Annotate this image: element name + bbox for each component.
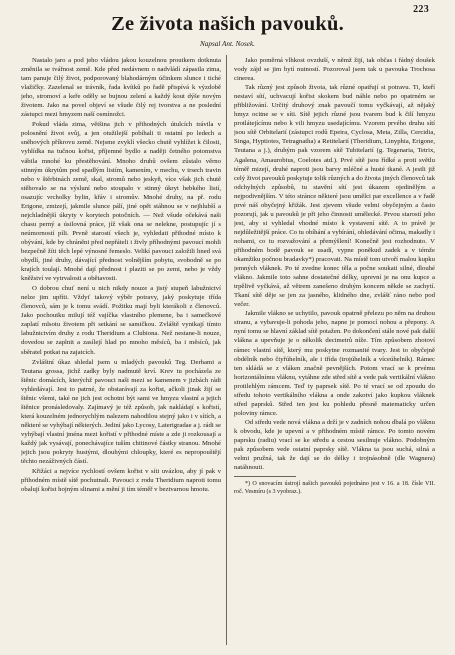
article-title: Ze života našich pavouků. bbox=[111, 13, 344, 35]
paragraph: Jako poměrná vlhkost ovzduší, v němž žijí, tak občas i řádný doušek vody zájd se jim bytí nutností. Pozoroval jsem tak u pavouka Trochosa cinerea. bbox=[234, 57, 435, 83]
paragraph: Nastalo jaro a pod jeho vládou jakou kouzelnou proutkem dotknuta změnila se tvářnost země. Kde před nedávnem o nadvládí zápasila zima, tam panuje čilý život, podporovaný blahodárným účinkem slunce i tiché vlažičky. Zazelenal se trávník, řada kvítků po řadě přispívá k výzdobě jeho, stromoví a keře oděly se bujnou zelení a každý kout dýše novým životem. Jako na povel objeví se všude čilý rej tvorstva a ne poslední zástupci mezi hmyzem naší osmínožci. bbox=[21, 57, 221, 119]
paragraph: Tak různý jest způsob života, tak různé opatřují si potravu. Ti, kteří nestaví sítí, uchvacují kořist skokem bud náhle nebo po opatrném se přibližování. Určitý druhový znak pavoučí tomu vyčkávají, až nějaký hmyz ocitne se v síti. Sítě jejich různé jsou tvarem bud k čilí hmyzu protlátejícímu nebo k vili hmyzu usedajícímu. Vzorem prvého druhu sítí jsou sítě Orbitelarií (zástupci rodů Epeira, Cyclosa, Meta, Zilla, Cercidia, Singa, Hyptiotes, Tetragnatha) a Retitelarií (Theridium, Linyphia, Erigone, Teutana a j.), druhým pak vzorem sítě Tubitelarií (g. Tegenaria, Tetrix, Agalena, Amaurobius, Coelotes atd.). Prvé sítě jsou řídké a proti světlu téměř mizejí, druhé naproti jsou barvy mléčné a husté tkané. A jestli již celý život pavouků poskytuje tolik různých a do života jiných členovců tak odchylných způsobů, tu stavění sítí jest úkazem ojedinělým a nejpodivnějším. V této stránce některé jsou umělci par excellence a v řadě prvé náš obyčejný křižák. Jest zjevem všude velmi obyčejným a často pozorují, jak u pavouků je při jeho činnosti umělecké. Prvou starostí jeho jest, aby si vyhledal vhodné místo k vystavení sítě. A to právě je nejdůležitější práce. Co tu obíhání a vybírání, ohledávání očima, makadly i nohami, co tu rozvažování a přemýšlení! Konečně jest rozhodnuto. V přihodném bodě pavouk se usadí, vypne poněkud zadek a v témže okamžiku počnou bradavky*) pracovati. Na místě tom utvoří malou kupku jemných vláknek. Po té zvedne konec těla a počne soukati silné, dlouhé vlákno. Jakmile toto sahne dostatečné délky, uprevní je na onu kupce a trpělivě vyčkává, až větrem zanešeno druhým koncem někde se zachytí. Tkaní sítě děje se jen za jasného, klidného dne, zvlášť ráno nebo pod večer. bbox=[234, 84, 435, 309]
paragraph: Jakmile vlákno se uchytilo, pavouk opatrně přelezu po něm na druhou stranu, a vybavuje-li pohoda jeho, napne je pomocí nohou a přepony. A nyní tomu se hlavní základ sítě potažen. Po dokončení stále nové pak další vlákna a upevňuje je o několik decimetrů níže. Tím způsobem zhotoví rámec vlastní sítě, který mu poskytne rozmanité tvary. Jest to obyčejně obdélník nebo čtyřúhelník, ale i třída (trojúhelník a víceúhelník). Rámec ten skládá se z vláken značně pevnějších. Potom vrací se k prvému horizontálnímu vláknu, vytáhne zde střed sítě a vede pak vertikální vlákno protilehlým rámcem. Teď ty paprsek sítě. Po té vrací se od zpoudu do středu tohoto vertikálního vlákna a onde zakotví jako kupkou vláknek střed paprsků. Střed ten jest ku pohledu přesně matematicky určen poloviny rámce. bbox=[234, 310, 435, 417]
paragraph: O dobrou chuť není u nich nikdy nouze a jistý stupeň labužnictví nelze jim upříti. Vždyť takový výběr potravy, jaký poskytuje třída členovců, sám je k tomu svádí. Požitku mají byli kterákoli z členovců. Jako pochoutku milují též vajíčka vlastního plemene, ba i samečkové zaplatí mlsotu životem při setkání se samičkou. Zvláště vynikají tímto labužnictvím druhy z rodu Theridium a Clubiona. Než nestane-li nouze, dovedou se zaplnit a zasílejí hlad po mnoho měsíců, ba i měsíců, jak sběratel potkat na zajatcích. bbox=[21, 285, 221, 356]
left-column bbox=[21, 56, 221, 646]
footnote: *) O snovacím ústrojí našich pavouků pojednáno jest v 16. a 18. čísle VII. roč. Vesmíru (s 3 vyobraz.). bbox=[234, 481, 435, 496]
paragraph: Křižáci a nejvíce rychlostí ovšem kořist v síti uvázlou, aby jí pak v přihodném místě sítě pochutnali. Pavouci z rodu Theridium naproti tomu obalují kořist hojným slinami a mění ji tím téměř v beztvarnou hmotu. bbox=[21, 468, 221, 494]
paragraph: Pokud vláda zima, většina jich v přihodných útulcích trávila v polosnění život svůj, a jen otužilejší pobíhali ti ostatní po ledech a sněhových příkrovu země. Nejsme zvyklí všecko chutě vyhlížet k čilosti, vyhlídka na tučnou kořist, příjemné bydlo a naději četného potomstva vábila mnohé ku přestěhování. Mnoho druhů ovšem zůstalo věrno stinným úkrytům pod spadlým listím, kamením, v mechu, v trsech travin nebo v štěrbinách země, skal, stromů nebo jeskyň, více však jich chutě stěhovalo se na výsluní nebo stoupalo v stinný úkryt hebkého listí, osazujíc vrcholky bylin, křáv i stromův. Mnohé druhy, na př. rodu Erigone, zmizejí, jakmile slunce pálí, jiné opět stáhnou se v nejhlubší a nejchladnější úkryty v korytech potočních. — Než všude očekává naši chasu perný a úsilovná práce, jíž však ona se nelekne, postupujíc jí s neúmorností píli. Prvně starostí všech je, vyhledati přihodné místo k obývání, kde by chráněni před nepřáteli i živly příhodnými pavoucí mohli bezpečně žíti těch lepé výnosné řemeslo. Velikí pavouci založili hned svá obydlí, jiné druhy, dávající přednost volnějším pobytu, svobodně se po krajích toulají. Mnohé dají přednost i plaziti se po zemi, nebo je vždy kněžství ve vytrvalosti a obětavosti. bbox=[21, 121, 221, 283]
article-byline: Napsal Ant. Nosek. bbox=[200, 40, 255, 48]
paragraph: Od středu vede nová vlákna a drží je v zadních nohou dbalá po vláknu k obvodu, kde je upevní a v přihodném místě rámce. Po tomto novém paprsku (radiu) vrací se ke středu a cestou sesilnuje vlákno. Podobným pak způsobem vede ostatní paprsky sítě. Vlákna ta jsou suchá, silná a velmi pružná, tak že dají se do délky i trojnásobně (dle Wagnera) natáhnouti. bbox=[234, 418, 435, 472]
paragraph: Zvláštní úkaz shledal jsem u mladých pavouků Teg. Derhami a Teutana grossa, jichž zadky byly nadmutě krví. Krev tu pocházela ze štěnic domácích, kterýchž pavouci naši mezi se kamenem v jizbách rádi vyhledávají. Jest to patrné, že obstarávají za kořist, ačkoli jinak žijí se štěnic všemi, také ne jich jest ochotni být sami ve hmyzu vlastní a jejich štěnice pronásledovaly. Zajímavý je též způsob, jak nakládají s kořistí, která kouzelném jednorychlým nalezem nahodilou stejný jako i v sítích, a některé se vyhýbají některých. Jediní jako Lycosy, Laterigradae a j. rádi se vyhýbají vlastní jména mezi kořistí v přihodné míste a zde ji rozkousají a každý jak vysávají, ponechávajíce tuším chitinové částky stranou. Mnohé jejich jsou pokryty hustými, dlouhými chloupky, které es nepropouštějí těchto nezáživných částí. bbox=[21, 358, 221, 466]
footnote-rule bbox=[234, 476, 296, 477]
page-number: 223 bbox=[413, 4, 429, 15]
column-divider bbox=[226, 55, 227, 645]
right-column bbox=[234, 56, 435, 646]
